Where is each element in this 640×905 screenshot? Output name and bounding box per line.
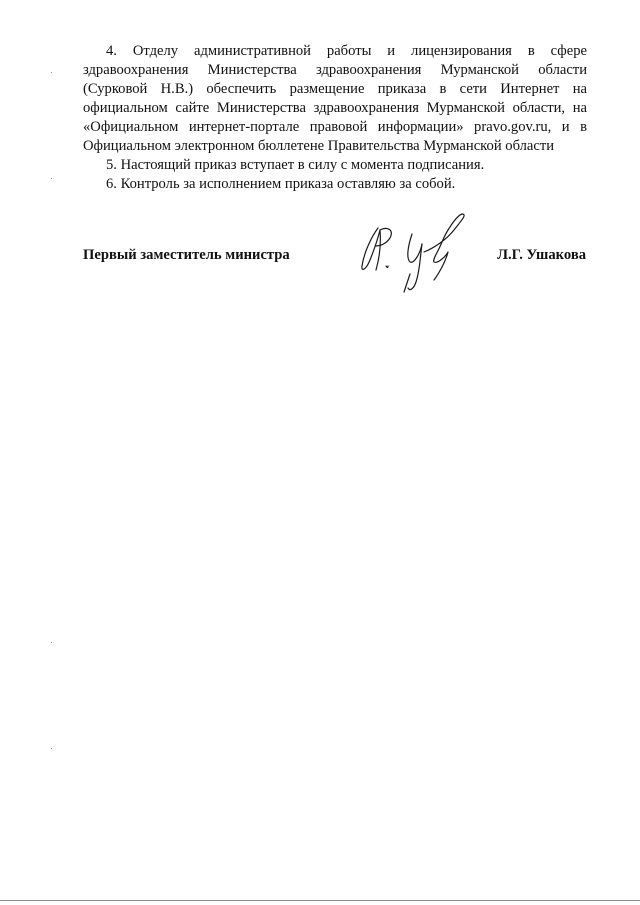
handwritten-signature: [350, 208, 480, 298]
item-4-line-5: «Официальном интернет-портале правовой информации» pravo.gov.ru, и в: [83, 119, 587, 135]
item-4-line-1: 4. Отделу административной работы и лицензирования в сфере: [106, 43, 587, 59]
item-4-line-2: здравоохранения Министерства здравоохранения Мурманской области: [83, 62, 587, 78]
signer-name: Л.Г. Ушакова: [497, 247, 586, 263]
scan-speck: [51, 642, 52, 643]
signer-title: Первый заместитель министра: [83, 247, 290, 263]
scan-speck: [51, 178, 52, 179]
item-6: 6. Контроль за исполнением приказа оставляю за собой.: [106, 176, 456, 192]
scan-speck: [51, 72, 52, 73]
scan-speck: [51, 748, 52, 749]
item-5: 5. Настоящий приказ вступает в силу с момента подписания.: [106, 157, 485, 173]
item-4-line-6: Официальном электронном бюллетене Правительства Мурманской области: [83, 138, 555, 154]
item-4-line-4: официальном сайте Министерства здравоохранения Мурманской области, на: [83, 100, 587, 116]
page-bottom-edge: [0, 900, 640, 901]
item-4-line-3: (Сурковой Н.В.) обеспечить размещение приказа в сети Интернет на: [83, 81, 587, 97]
